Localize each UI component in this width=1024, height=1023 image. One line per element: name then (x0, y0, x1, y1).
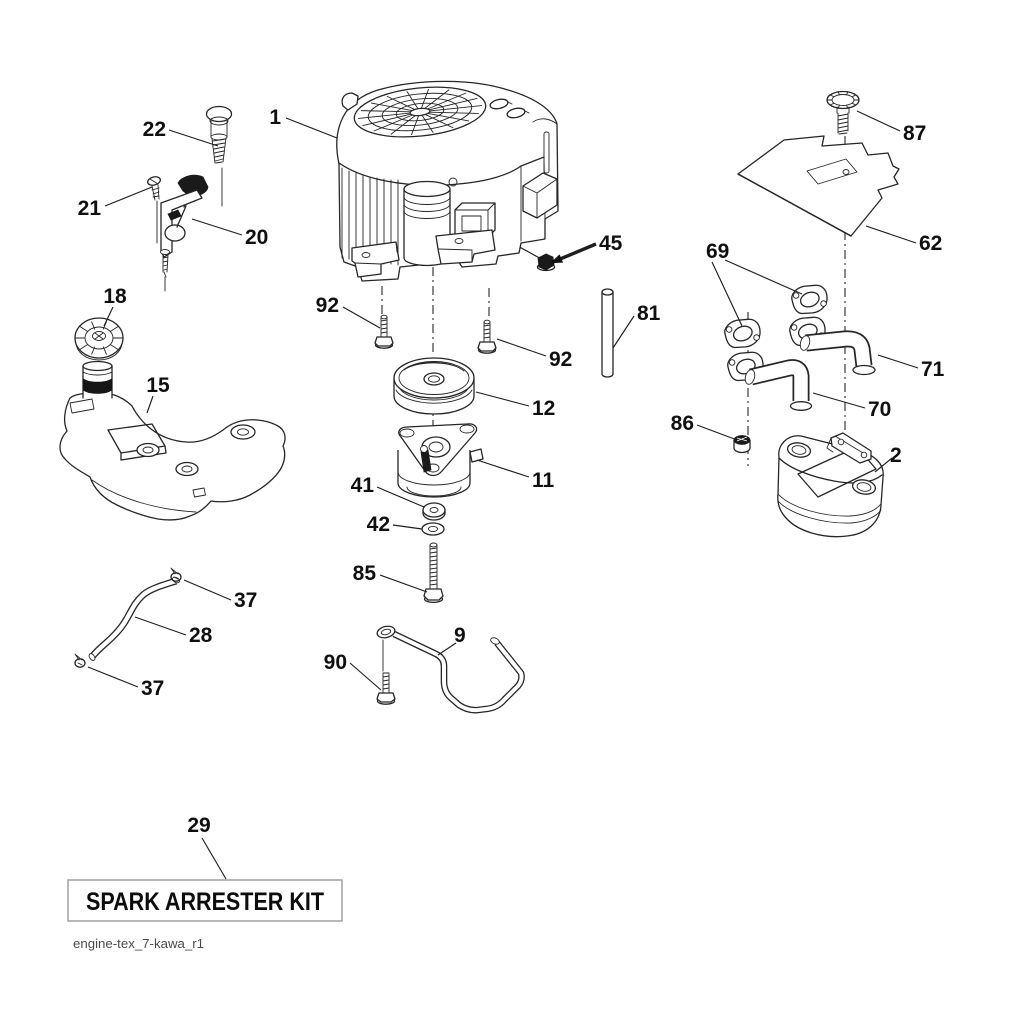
washer-42 (422, 523, 444, 535)
tube-81 (602, 289, 613, 377)
bolt-92-right (478, 320, 496, 353)
washer-41 (423, 503, 445, 520)
tank-filler-neck (83, 362, 112, 399)
callout-20 (192, 219, 268, 249)
callout-42 (367, 513, 422, 536)
callout-70 (813, 393, 891, 421)
exhaust-pipe-71 (799, 335, 875, 375)
callout-85 (353, 562, 427, 592)
callout-21 (78, 187, 152, 220)
callout-90 (324, 651, 381, 690)
gasket-69 (789, 280, 832, 319)
callout-12 (476, 392, 555, 420)
clutch-11 (398, 424, 483, 497)
callout-9 (438, 624, 466, 655)
callout-number: 1 (269, 106, 281, 129)
figure-caption: engine-tex_7-kawa_r1 (73, 936, 204, 951)
callout-number: 71 (921, 358, 945, 381)
fuel-tank-15 (60, 362, 285, 521)
thumbscrew-87 (827, 92, 859, 135)
callout-28 (135, 617, 213, 647)
callout-number: 41 (350, 474, 374, 497)
engine-assembly (337, 81, 558, 281)
rod-9 (376, 624, 522, 710)
exhaust-pipe-70 (744, 368, 812, 411)
callout-number: 21 (77, 197, 101, 220)
callout-number: 42 (366, 513, 390, 536)
callout-number: 15 (146, 374, 170, 397)
callout-29 (187, 814, 226, 879)
callout-number: 85 (352, 562, 376, 585)
callout-number: 69 (706, 240, 730, 263)
callout-37 (184, 580, 257, 612)
callout-number: 9 (454, 624, 466, 647)
callout-number: 22 (142, 118, 166, 141)
callout-number: 90 (323, 651, 347, 674)
bolt-92-left (375, 315, 393, 348)
callout-number: 12 (532, 397, 556, 420)
callout-number: 81 (637, 302, 661, 325)
callout-number: 37 (141, 677, 165, 700)
callout-45 (550, 232, 622, 263)
callout-number: 29 (187, 814, 211, 837)
callout-number: 92 (315, 294, 339, 317)
callout-number: 37 (234, 589, 258, 612)
callout-87 (857, 111, 926, 145)
callout-1 (269, 106, 337, 138)
callout-11 (477, 460, 555, 492)
kit-box (68, 880, 342, 921)
kit-box-label: SPARK ARRESTER KIT (86, 888, 324, 916)
callout-62 (866, 226, 942, 255)
callout-92 (497, 339, 572, 371)
callout-number: 20 (245, 226, 269, 249)
fuel-line-28 (88, 576, 181, 661)
heat-shield-62 (738, 136, 899, 236)
callout-number: 86 (670, 412, 694, 435)
control-bracket-20 (161, 175, 209, 277)
callout-15 (146, 374, 170, 413)
plunger-22 (207, 107, 232, 164)
callout-number: 62 (919, 232, 943, 255)
callout-81 (613, 302, 661, 348)
callout-number: 87 (903, 122, 927, 145)
callout-18 (103, 285, 127, 326)
gasket-69 (722, 314, 765, 353)
muffler-2 (778, 433, 883, 537)
callout-number: 28 (189, 624, 213, 647)
callout-69 (706, 240, 802, 326)
callout-number: 92 (549, 348, 573, 371)
callout-92 (316, 294, 380, 328)
callout-37 (88, 667, 164, 700)
pulley-12 (394, 358, 474, 414)
callout-number: 45 (599, 232, 623, 255)
callout-number: 11 (532, 469, 555, 492)
callout-number: 18 (103, 285, 127, 308)
callout-number: 2 (890, 444, 902, 467)
callout-71 (878, 355, 945, 381)
callout-number: 70 (868, 398, 892, 421)
callout-86 (671, 412, 737, 440)
fuel-cap-18 (75, 318, 123, 360)
clamp-37-bottom (75, 654, 85, 667)
bolt-85 (424, 543, 443, 602)
nut-86 (734, 436, 750, 453)
callout-22 (143, 118, 218, 146)
